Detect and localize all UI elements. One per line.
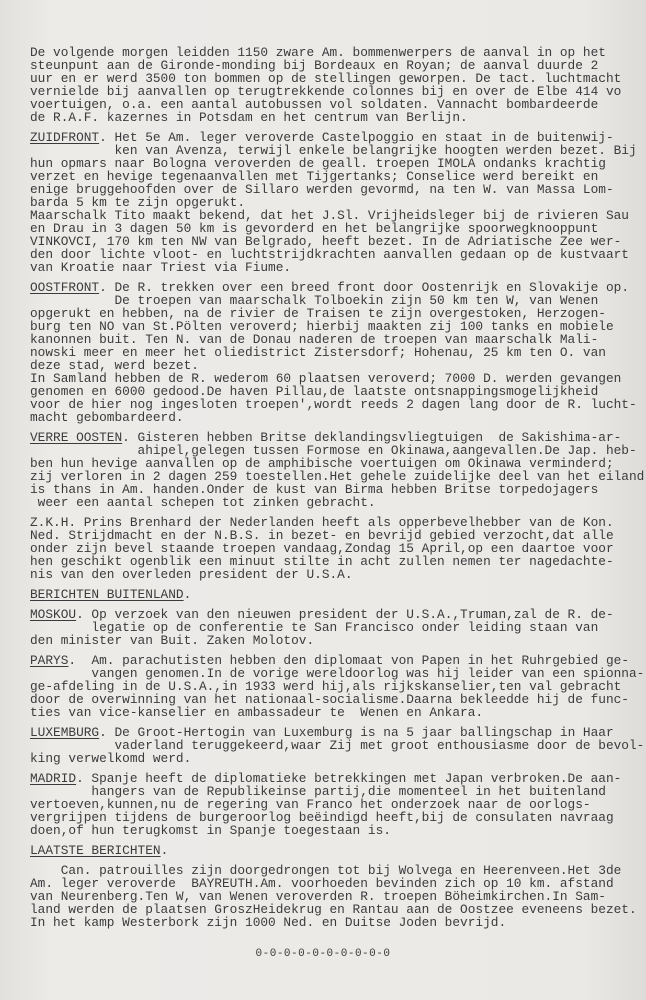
line-text: enige bruggehoofden over de Sillaro werden gevormd, na ten W. van Massa Lom- xyxy=(30,182,614,197)
section-heading: OOSTFRONT xyxy=(30,280,100,295)
text-line xyxy=(30,916,640,929)
end-separator: 0-0-0-0-0-0-0-0-0-0 xyxy=(255,948,391,960)
line-text: verzet en hevige tegenaanvallen met Tijgertanks; Conselice werd bereikt en xyxy=(30,169,599,184)
line-text: is thans in Am. handen.Onder de kust van Birma hebben Britse torpedojagers xyxy=(30,482,599,497)
intro-paragraph xyxy=(30,46,640,124)
line-text: Maarschalk Tito maakt bekend, dat het J.Sl. Vrijheidsleger bij de rivieren Sau xyxy=(30,208,629,223)
line-text: . De Groot-Hertogin van Luxemburg is na 5 jaar ballingschap in Haar xyxy=(99,725,614,740)
text-line xyxy=(30,844,640,857)
line-text: deze stad, werd bezet. xyxy=(30,358,199,373)
text-line xyxy=(30,706,640,719)
line-text: de R.A.F. kazernes in Potsdam en het centrum van Berlijn. xyxy=(30,110,468,125)
zuidfront-section xyxy=(30,131,640,274)
line-text: door de overwinning van het nationaal-socialisme.Daarna bekleedde hij de func- xyxy=(30,692,629,707)
line-text: VINKOVCI, 170 km ten NW van Belgrado, heeft bezet. In de Adriatische Zee wer- xyxy=(30,234,622,249)
text-line xyxy=(30,111,640,124)
line-text: Ned. Strijdmacht en der N.B.S. in bezet- en bevrijd gebied verzocht,dat alle xyxy=(30,528,614,543)
text-line xyxy=(30,824,640,837)
section-heading: PARYS xyxy=(30,653,69,668)
laatste-berichten-heading xyxy=(30,844,640,857)
line-text: voor de hier nog ingesloten troepen',wordt reeds 2 dagen lang door de R. lucht- xyxy=(30,397,637,412)
line-text: vergrijpen tijdens de burgeroorlog beëindigd heeft,bij de consulaten navraag xyxy=(30,810,614,825)
line-text: nis van den overleden president der U.S.A. xyxy=(30,567,353,582)
line-text: onder zijn bevel staande troepen vandaag,Zondag 15 April,op een daartoe voor xyxy=(30,541,614,556)
parys-section xyxy=(30,653,645,720)
line-text: opgerukt en hebben, na de rivier de Traisen te zijn overgestoken, Herzogen- xyxy=(30,306,606,321)
section-heading: MADRID xyxy=(30,771,77,786)
section-heading: MOSKOU xyxy=(30,607,77,622)
line-text: . Op verzoek van den nieuwen president der U.S.A.,Truman,zal de R. de- xyxy=(76,607,614,622)
laatste-berichten-paragraph xyxy=(30,864,640,929)
line-text: land werden de plaatsen GroszHeidekrug en Rantau aan de Oostzee eveneens bezet. xyxy=(30,902,637,917)
oostfront-section xyxy=(30,281,640,424)
line-text: genomen en 6000 gedood.De haven Pillau,de laatste ontsnappingsmogelijkheid xyxy=(30,384,599,399)
line-text: vernielde bij aanvallen op terugtrekkende colonnes bij en over de Elbe 414 vo xyxy=(30,84,622,99)
line-text: van Neurenberg.Ten W, van Wenen veroverden R. troepen Böheimkirchen.In Sam- xyxy=(30,889,606,904)
line-text: . Am. parachutisten hebben den diplomaat von Papen in het Ruhrgebied ge- xyxy=(68,653,630,668)
text-line xyxy=(30,634,640,647)
line-text: burg ten NO van St.Pölten veroverd; hierbij maakten zij 100 tanks en mobiele xyxy=(30,319,614,334)
line-text: den minister van Buit. Zaken Molotov. xyxy=(30,633,315,648)
line-text: . xyxy=(183,587,192,602)
line-text: . xyxy=(160,843,169,858)
line-text: vaderland teruggekeerd,waar Zij met groot enthousiasme door de bevol- xyxy=(30,738,645,753)
line-text: barda 5 km te zijn opgerukt. xyxy=(30,195,246,210)
section-heading: LAATSTE BERICHTEN xyxy=(30,843,161,858)
line-text: voertuigen, o.a. een aantal autobussen vol soldaten. Vannacht bombardeerde xyxy=(30,97,599,112)
text-line xyxy=(30,588,640,601)
line-text: den door lichte vloot- en luchtstrijdkrachten aanvallen gedaan op de kustvaart xyxy=(30,247,629,262)
line-text: De troepen van maarschalk Tolboekin zijn 50 km ten W, van Wenen xyxy=(30,293,599,308)
line-text: ken van Avenza, terwijl enkele belangrijke hoogten werden bezet. Bij xyxy=(30,143,637,158)
section-heading: VERRE OOSTEN xyxy=(30,430,123,445)
line-text: uur en er werd 3500 ton bommen op de stellingen geworpen. De tact. luchtmacht xyxy=(30,71,622,86)
text-line xyxy=(30,261,640,274)
line-text: . De R. trekken over een breed front door Oostenrijk en Slovakije op. xyxy=(99,280,630,295)
luxemburg-section xyxy=(30,725,645,766)
line-text: Am. leger veroverde BAYREUTH.Am. voorhoeden bevinden zich op 10 km. afstand xyxy=(30,876,614,891)
line-text: kanonnen buit. Ten N. van de Donau naderen de troepen van maarschalk Mali- xyxy=(30,332,599,347)
line-text: doen,of hun terugkomst in Spanje toegestaan is. xyxy=(30,823,391,838)
line-text: en Drau in 3 dagen 50 km is gevorderd en het belangrijke spoorwegknooppunt xyxy=(30,221,599,236)
prins-bernhard-paragraph xyxy=(30,516,640,581)
line-text: macht gebombardeerd. xyxy=(30,410,184,425)
line-text: ben hun hevige aanvallen op de amphibische voertuigen om Okinawa verminderd; xyxy=(30,456,614,471)
madrid-section xyxy=(30,772,640,837)
section-heading: BERICHTEN BUITENLAND xyxy=(30,587,184,602)
line-text: van Kroatie naar Triest via Fiume. xyxy=(30,260,292,275)
line-text: In het kamp Westerbork zijn 1000 Ned. en Duitse Joden bevrijd. xyxy=(30,915,507,930)
line-text: . Spanje heeft de diplomatieke betrekkingen met Japan verbroken.De aan- xyxy=(76,771,622,786)
line-text: ties van vice-kanselier en ambassadeur te Wenen en Ankara. xyxy=(30,705,484,720)
line-text: hen geschikt ogenblik een minuut stilte in acht zullen nemen ter nagedachte- xyxy=(30,554,614,569)
section-heading: ZUIDFRONT xyxy=(30,130,100,145)
line-text: hun opmars naar Bologna veroverden de geall. troepen IMOLA ondanks krachtig xyxy=(30,156,606,171)
text-line xyxy=(30,411,640,424)
text-line xyxy=(30,568,640,581)
berichten-buitenland-heading xyxy=(30,588,640,601)
line-text: zij verloren in 2 dagen 259 toestellen.Het gehele zuidelijke deel van het eiland xyxy=(30,469,645,484)
line-text: ge-afdeling in de U.S.A.,in 1933 werd hij,als rijkskanselier,ten val gebracht xyxy=(30,679,622,694)
text-line xyxy=(30,496,640,509)
line-text: weer een aantal schepen tot zinken gebracht. xyxy=(30,495,376,510)
line-text: Z.K.H. Prins Brenhard der Nederlanden heeft als opperbevelhebber van de Kon. xyxy=(30,515,614,530)
line-text: Can. patrouilles zijn doorgedrongen tot bij Wolvega en Heerenveen.Het 3de xyxy=(30,863,622,878)
line-text: De volgende morgen leidden 1150 zware Am. bommenwerpers de aanval in op het xyxy=(30,45,606,60)
line-text: king verwelkomd werd. xyxy=(30,751,192,766)
verre-oosten-section xyxy=(30,430,645,510)
line-text: ahipel,gelegen tussen Formose en Okinawa,aangevallen.De Jap. heb- xyxy=(30,443,637,458)
line-text: nowski meer en meer het oliedistrict Zistersdorf; Hohenau, 25 km ten O. van xyxy=(30,345,606,360)
line-text: . Gisteren hebben Britse deklandingsvliegtuigen de Sakishima-ar- xyxy=(122,430,622,445)
line-text: vertoeven,kunnen,nu de regering van Franco het onderzoek naar de oorlogs- xyxy=(30,797,591,812)
text-line xyxy=(30,752,640,765)
moskou-section xyxy=(30,608,640,647)
line-text: hangers van de Republikeinse partij,die momenteel in het buitenland xyxy=(30,784,606,799)
section-heading: LUXEMBURG xyxy=(30,725,100,740)
line-text: steunpunt aan de Gironde-monding bij Bordeaux en Royan; de aanval duurde 2 xyxy=(30,58,599,73)
line-text: legatie op de conferentie te San Francisco onder leiding staan van xyxy=(30,620,599,635)
typewritten-document xyxy=(30,45,645,936)
line-text: vangen genomen.In de vorige wereldoorlog was hij leider van een spionna- xyxy=(30,666,645,681)
line-text: . Het 5e Am. leger veroverde Castelpoggio en staat in de buitenwij- xyxy=(99,130,614,145)
line-text: In Samland hebben de R. wederom 60 plaatsen veroverd; 7000 D. werden gevangen xyxy=(30,371,622,386)
